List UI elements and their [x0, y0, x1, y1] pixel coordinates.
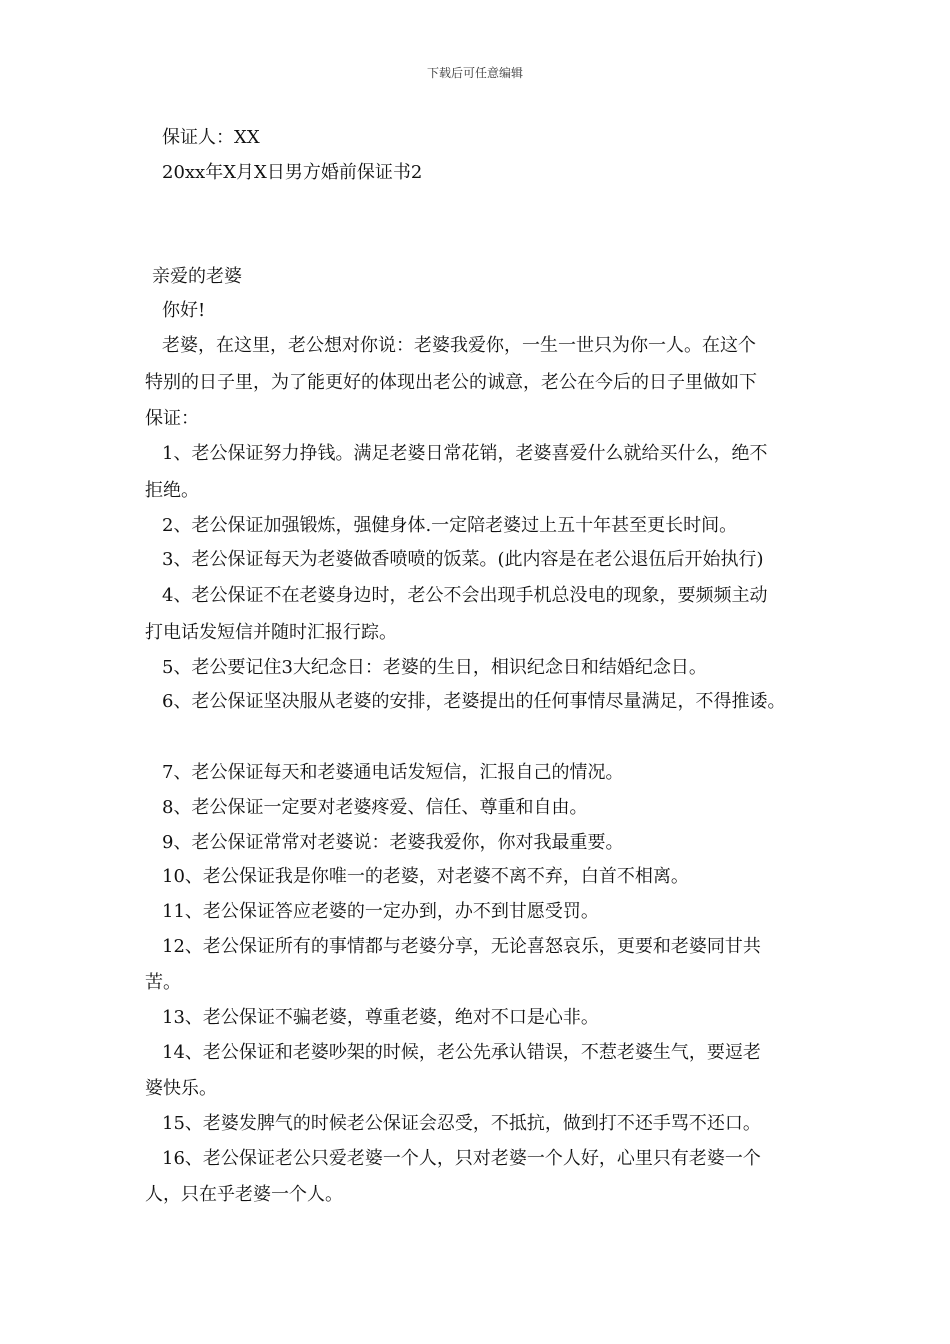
list-item: 7、老公保证每天和老婆通电话发短信，汇报自己的情况。: [162, 762, 624, 783]
list-item: 8、老公保证一定要对老婆疼爱、信任、尊重和自由。: [162, 797, 588, 818]
greeting: 你好!: [162, 300, 206, 321]
paragraph-line: 保证：: [145, 408, 199, 429]
list-item: 14、老公保证和老婆吵架的时候，老公先承认错误，不惹老婆生气，要逗老: [162, 1042, 761, 1063]
list-item-cont: 打电话发短信并随时汇报行踪。: [145, 622, 397, 643]
page-header: 下载后可任意编辑: [426, 66, 523, 80]
doc-title-line: 20xx年X月X日男方婚前保证书2: [162, 162, 423, 183]
list-item: 12、老公保证所有的事情都与老婆分享，无论喜怒哀乐，更要和老婆同甘共: [162, 936, 761, 957]
list-item: 5、老公要记住3大纪念日：老婆的生日，相识纪念日和结婚纪念日。: [162, 657, 707, 678]
list-item: 4、老公保证不在老婆身边时，老公不会出现手机总没电的现象，要频频主动: [162, 585, 768, 606]
list-item-cont: 人，只在乎老婆一个人。: [145, 1184, 343, 1205]
list-item: 11、老公保证答应老婆的一定办到，办不到甘愿受罚。: [162, 901, 599, 922]
list-item-cont: 拒绝。: [145, 480, 199, 501]
list-item: 15、老婆发脾气的时候老公保证会忍受，不抵抗，做到打不还手骂不还口。: [162, 1113, 761, 1134]
paragraph-line: 特别的日子里，为了能更好的体现出老公的诚意，老公在今后的日子里做如下: [145, 372, 757, 393]
list-item: 10、老公保证我是你唯一的老婆，对老婆不离不弃，白首不相离。: [162, 866, 689, 887]
guarantor-line: 保证人：XX: [162, 127, 260, 148]
salutation: 亲爱的老婆: [152, 266, 242, 287]
list-item: 1、老公保证努力挣钱。满足老婆日常花销，老婆喜爱什么就给买什么，绝不: [162, 443, 768, 464]
list-item: 6、老公保证坚决服从老婆的安排，老婆提出的任何事情尽量满足，不得推诿。: [162, 691, 786, 712]
list-item: 2、老公保证加强锻炼，强健身体.一定陪老婆过上五十年甚至更长时间。: [162, 515, 738, 536]
list-item-cont: 婆快乐。: [145, 1078, 217, 1099]
paragraph-line: 老婆，在这里，老公想对你说：老婆我爱你，一生一世只为你一人。在这个: [162, 335, 756, 356]
list-item: 16、老公保证老公只爱老婆一个人，只对老婆一个人好，心里只有老婆一个: [162, 1148, 761, 1169]
list-item-cont: 苦。: [145, 972, 181, 993]
list-item: 13、老公保证不骗老婆，尊重老婆，绝对不口是心非。: [162, 1007, 599, 1028]
list-item: 3、老公保证每天为老婆做香喷喷的饭菜。(此内容是在老公退伍后开始执行): [162, 549, 764, 570]
list-item: 9、老公保证常常对老婆说：老婆我爱你，你对我最重要。: [162, 832, 624, 853]
